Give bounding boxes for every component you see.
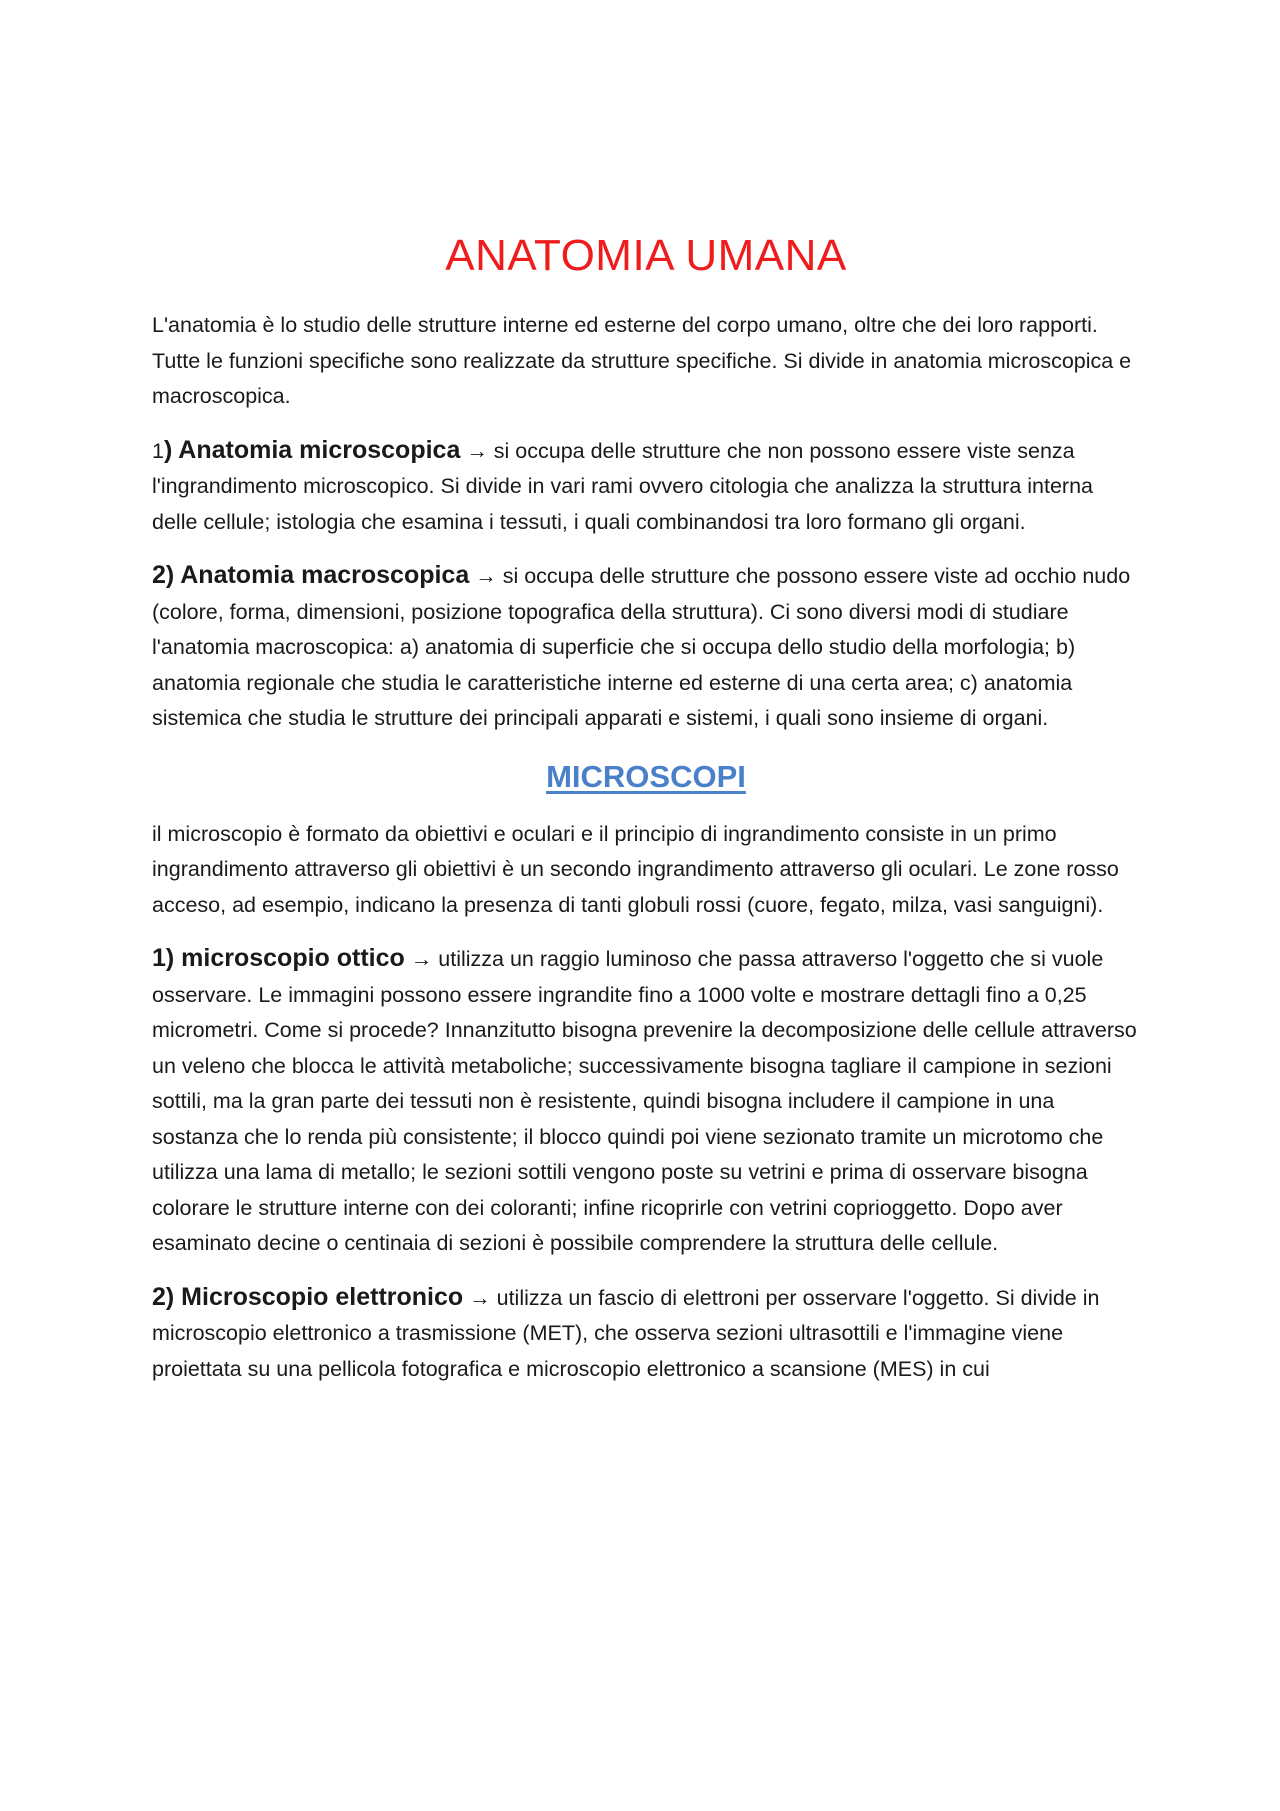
item-text: utilizza un raggio luminoso che passa attraverso l'oggetto che si vuole osservare. Le immagini possono essere ingrandite fino a 1000 volte e mostrare dettagli fino a 0,25 micrometri. Come si procede? Innanzitutto bisogna prevenire la decomposizione delle cellule attraverso un veleno che blocca le attività metaboliche; successivamente bisogna tagliare il campione in sezioni sottili, ma la gran parte dei tessuti non è resistente, quindi bisogna includere il campione in una sostanza che lo renda più consistente; il blocco quindi poi viene sezionato tramite un microtomo che utilizza una lama di metallo; le sezioni sottili vengono poste su vetrini e prima di osservare bisogna colorare le strutture interne con dei coloranti; infine ricoprirle con vetrini coprioggetto. Dopo aver esaminato decine o centinaia di sezioni è possibile comprendere la struttura delle cellule.	[152, 947, 1137, 1255]
arrow-icon: →	[469, 1285, 491, 1310]
item-text: si occupa delle strutture che possono essere viste ad occhio nudo (colore, forma, dimensioni, posizione topografica della struttura). Ci sono diversi modi di studiare l'anatomia macroscopica: a) anatomia di superficie che si occupa dello studio della morfologia; b) anatomia regionale che studia le caratteristiche interne ed esterne di una certa area; c) anatomia sistemica che studia le strutture dei principali apparati e sistemi, i quali sono insieme di organi.	[152, 564, 1131, 730]
arrow-icon: →	[410, 947, 433, 971]
anatomy-item-macroscopic	[152, 558, 1140, 737]
arrow-icon: →	[466, 438, 488, 463]
item-heading: ) Anatomia microscopica	[163, 435, 461, 464]
item-heading: 2) Microscopio elettronico	[152, 1282, 464, 1311]
arrow-icon: →	[475, 564, 497, 588]
document-page	[152, 228, 1140, 1405]
anatomy-item-microscopic	[152, 433, 1140, 541]
document-title: ANATOMIA UMANA	[445, 231, 847, 280]
section-title-microscopi: MICROSCOPI	[546, 758, 746, 794]
microscope-item-optical	[152, 941, 1140, 1262]
item-number: 1	[152, 438, 164, 463]
section-intro-paragraph: il microscopio è formato da obiettivi e oculari e il principio di ingrandimento consiste in un primo ingrandimento attraverso gli obiettivi è un secondo ingrandimento attraverso gli oculari. Le zone rosso acceso, ad esempio, indicano la presenza di tanti globuli rossi (cuore, fegato, milza, vasi sanguigni).	[152, 821, 1119, 917]
item-text: si occupa delle strutture che non possono essere viste senza l'ingrandimento microscopico. Si divide in vari rami ovvero citologia che analizza la struttura interna delle cellule; istologia che esamina i tessuti, i quali combinandosi tra loro formano gli organi.	[152, 438, 1093, 534]
item-heading: 1) microscopio ottico	[152, 944, 405, 972]
item-heading: 2) Anatomia macroscopica	[152, 561, 470, 589]
intro-paragraph: L'anatomia è lo studio delle strutture interne ed esterne del corpo umano, oltre che dei loro rapporti. Tutte le funzioni specifiche sono realizzate da strutture specifiche. Si divide in anatomia microscopica e macroscopica.	[152, 313, 1132, 408]
item-text: utilizza un fascio di elettroni per osservare l'oggetto. Si divide in microscopio elettronico a trasmissione (MET), che osserva sezioni ultrasottili e l'immagine viene proiettata su una pellicola fotografica e microscopio elettronico a scansione (MES) in cui	[152, 1285, 1100, 1381]
microscope-item-electronic	[152, 1280, 1140, 1388]
